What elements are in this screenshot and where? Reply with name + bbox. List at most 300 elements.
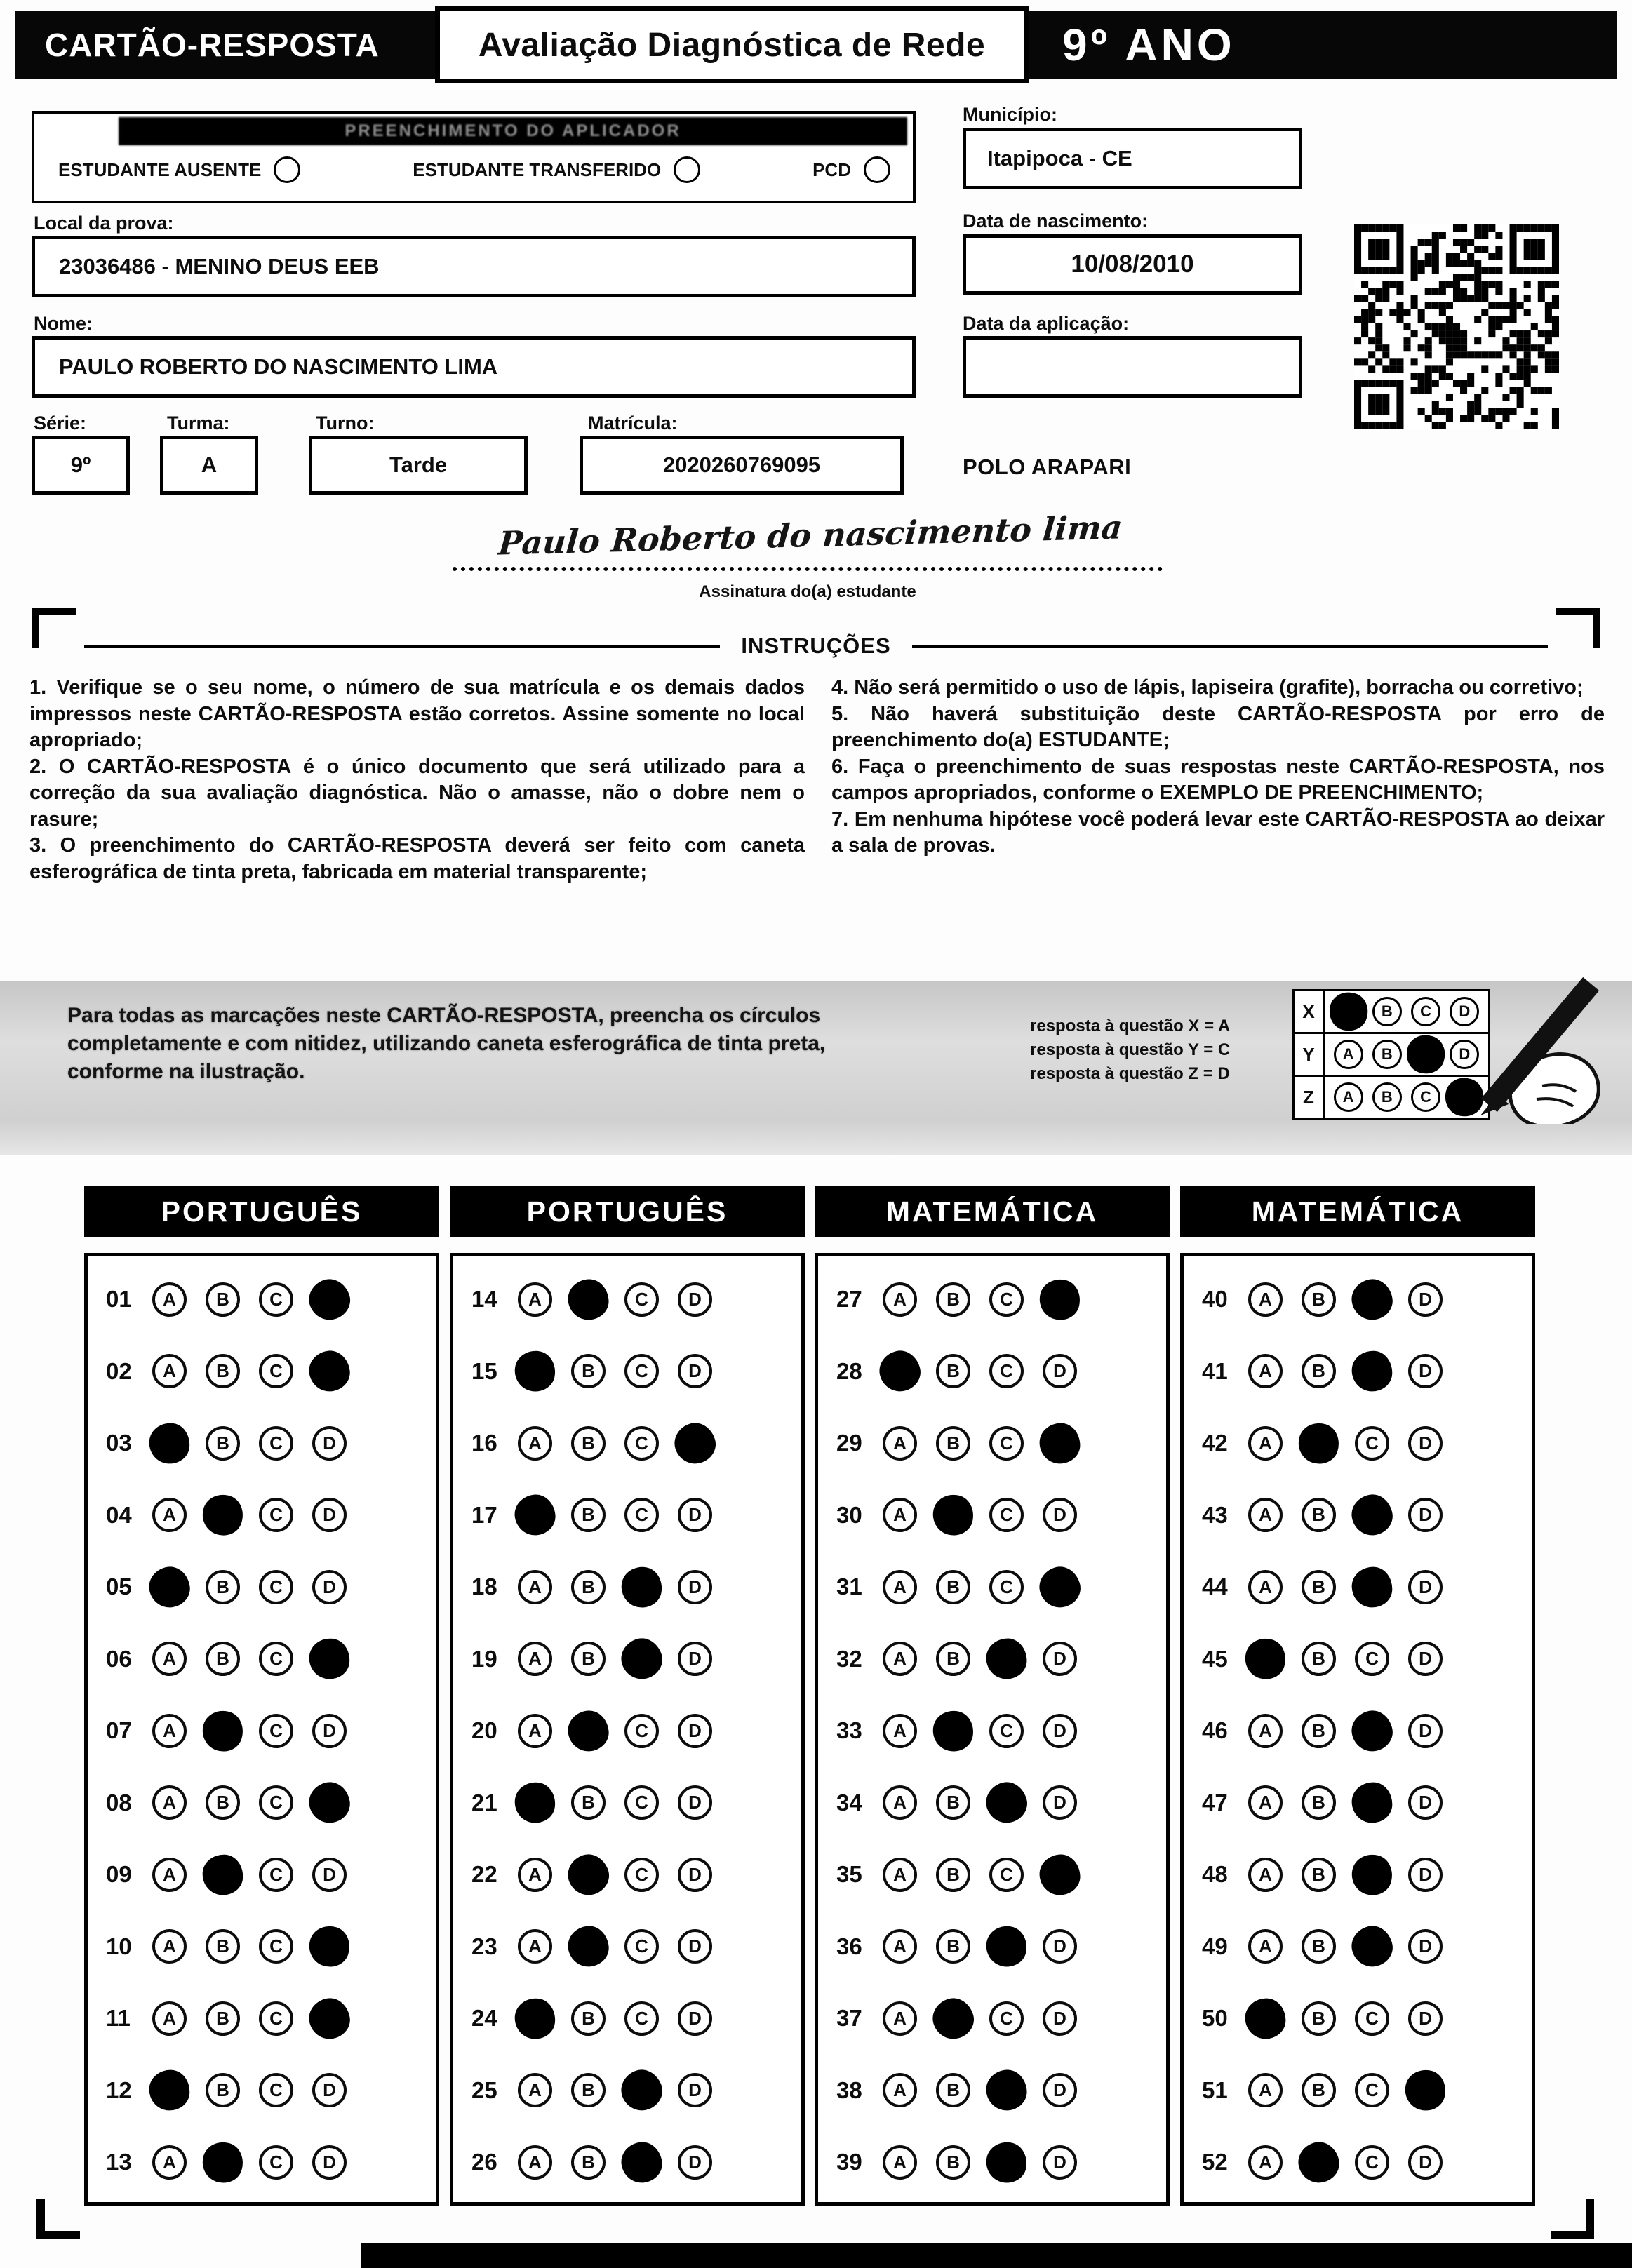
bubble-40-D[interactable]: D bbox=[1408, 1282, 1443, 1317]
question-number: 28 bbox=[836, 1357, 862, 1384]
polo-label: POLO ARAPARI bbox=[963, 455, 1132, 479]
bubble-41-B[interactable]: B bbox=[1302, 1354, 1336, 1388]
bubble-03-A[interactable] bbox=[147, 1421, 192, 1465]
bubble-27-B[interactable]: B bbox=[936, 1282, 970, 1317]
question-number: 10 bbox=[106, 1933, 132, 1959]
bubble-23-C[interactable]: C bbox=[624, 1929, 659, 1964]
question-number: 18 bbox=[471, 1573, 497, 1600]
signature-caption: Assinatura do(a) estudante bbox=[699, 582, 916, 601]
bubble-35-B[interactable]: B bbox=[936, 1858, 970, 1892]
bubble-25-C[interactable] bbox=[615, 2065, 667, 2116]
student-signature: Paulo Roberto do nascimento lima bbox=[497, 508, 1124, 563]
bubble-36-C[interactable] bbox=[983, 1923, 1031, 1971]
bubble-33-B[interactable] bbox=[929, 1707, 977, 1755]
bubble-50-A[interactable] bbox=[1245, 1998, 1286, 2039]
answer-grid bbox=[84, 1253, 439, 2206]
question-number: 32 bbox=[836, 1645, 862, 1672]
bubble-04-B[interactable] bbox=[197, 1489, 248, 1541]
bubble-25-A[interactable]: A bbox=[518, 2073, 552, 2107]
bubble-52-D[interactable]: D bbox=[1408, 2145, 1443, 2180]
bubble-19-B[interactable]: B bbox=[571, 1642, 606, 1676]
bubble-17-D[interactable]: D bbox=[678, 1498, 712, 1532]
bubble-18-A[interactable]: A bbox=[518, 1570, 552, 1604]
bubble-36-A[interactable]: A bbox=[883, 1929, 917, 1964]
bubble-38-A[interactable]: A bbox=[883, 2073, 917, 2107]
bubble-26-A[interactable]: A bbox=[518, 2145, 552, 2180]
bubble-49-B[interactable]: B bbox=[1302, 1929, 1336, 1964]
bubble-31-C[interactable]: C bbox=[989, 1570, 1024, 1604]
bubble-05-B[interactable]: B bbox=[206, 1570, 240, 1604]
bubble-20-A[interactable]: A bbox=[518, 1714, 552, 1748]
bubble-17-A[interactable] bbox=[514, 1494, 557, 1537]
bubble-38-D[interactable]: D bbox=[1043, 2073, 1077, 2107]
aplicacao-label: Data da aplicação: bbox=[963, 313, 1130, 334]
bubble-31-D[interactable] bbox=[1035, 1562, 1084, 1611]
bubble-32-B[interactable]: B bbox=[936, 1642, 970, 1676]
example-bubble-Y-D: D bbox=[1450, 1040, 1479, 1069]
instruction-item-5: 5. Não haverá substituição deste CARTÃO-RESPOSTA por erro de preenchimento do(a) ESTUDANTE; bbox=[831, 702, 1605, 751]
bubble-07-C[interactable]: C bbox=[259, 1714, 293, 1748]
question-number: 23 bbox=[471, 1933, 497, 1959]
bubble-50-C[interactable]: C bbox=[1355, 2001, 1389, 2036]
bubble-20-D[interactable]: D bbox=[678, 1714, 712, 1748]
bubble-48-B[interactable]: B bbox=[1302, 1858, 1336, 1892]
bubble-10-C[interactable]: C bbox=[259, 1929, 293, 1964]
bubble-46-B[interactable]: B bbox=[1302, 1714, 1336, 1748]
bubble-42-C[interactable]: C bbox=[1355, 1426, 1389, 1461]
bubble-15-D[interactable]: D bbox=[678, 1354, 712, 1388]
instruction-item-4: 4. Não será permitido o uso de lápis, lapiseira (grafite), borracha ou corretivo; bbox=[831, 676, 1584, 699]
bubble-06-B[interactable]: B bbox=[206, 1642, 240, 1676]
bubble-15-C[interactable]: C bbox=[624, 1354, 659, 1388]
bubble-38-B[interactable]: B bbox=[936, 2073, 970, 2107]
question-number: 02 bbox=[106, 1357, 132, 1384]
bubble-33-A[interactable]: A bbox=[883, 1714, 917, 1748]
question-number: 43 bbox=[1202, 1501, 1228, 1528]
bubble-14-C[interactable]: C bbox=[624, 1282, 659, 1317]
bubble-22-B[interactable] bbox=[563, 1849, 614, 1900]
answer-column bbox=[1180, 1186, 1535, 2206]
bubble-29-B[interactable]: B bbox=[936, 1426, 970, 1461]
example-legend-line-1: resposta à questão X = A bbox=[1030, 1016, 1231, 1035]
question-row bbox=[1184, 1551, 1532, 1623]
nascimento-label: Data de nascimento: bbox=[963, 210, 1149, 232]
question-row bbox=[818, 1911, 1166, 1983]
bubble-34-D[interactable]: D bbox=[1043, 1785, 1077, 1820]
bubble-23-D[interactable]: D bbox=[678, 1929, 712, 1964]
bubble-37-C[interactable]: C bbox=[989, 2001, 1024, 2036]
example-bubble-X-B: B bbox=[1372, 997, 1402, 1026]
bubble-45-A[interactable] bbox=[1240, 1634, 1291, 1684]
local-value: 23036486 - MENINO DEUS EEB bbox=[59, 254, 380, 279]
example-legend-line-2: resposta à questão Y = C bbox=[1030, 1040, 1231, 1059]
bubble-22-C[interactable]: C bbox=[624, 1858, 659, 1892]
bubble-13-C[interactable]: C bbox=[259, 2145, 293, 2180]
bubble-14-D[interactable]: D bbox=[678, 1282, 712, 1317]
bubble-48-A[interactable]: A bbox=[1248, 1858, 1283, 1892]
bubble-43-C[interactable] bbox=[1349, 1491, 1396, 1538]
bubble-41-C[interactable] bbox=[1351, 1350, 1394, 1393]
instructions-title: INSTRUÇÕES bbox=[741, 633, 891, 658]
bubble-16-A[interactable]: A bbox=[518, 1426, 552, 1461]
bubble-41-A[interactable]: A bbox=[1248, 1354, 1283, 1388]
bubble-01-D[interactable] bbox=[303, 1273, 355, 1325]
bubble-44-C[interactable] bbox=[1351, 1566, 1393, 1609]
bubble-13-A[interactable]: A bbox=[152, 2145, 187, 2180]
bubble-52-B[interactable] bbox=[1295, 2138, 1343, 2187]
bubble-03-C[interactable]: C bbox=[259, 1426, 293, 1461]
bubble-29-A[interactable]: A bbox=[883, 1426, 917, 1461]
bubble-29-C[interactable]: C bbox=[989, 1426, 1024, 1461]
bubble-12-A[interactable] bbox=[148, 2069, 191, 2112]
bubble-16-C[interactable]: C bbox=[624, 1426, 659, 1461]
bubble-08-C[interactable]: C bbox=[259, 1785, 293, 1820]
bubble-47-B[interactable]: B bbox=[1302, 1785, 1336, 1820]
bubble-25-B[interactable]: B bbox=[571, 2073, 606, 2107]
question-row bbox=[818, 1407, 1166, 1479]
question-row bbox=[818, 1982, 1166, 2055]
bubble-23-A[interactable]: A bbox=[518, 1929, 552, 1964]
bubble-09-D[interactable]: D bbox=[312, 1858, 347, 1892]
question-number: 11 bbox=[106, 2005, 131, 2032]
bubble-51-C[interactable]: C bbox=[1355, 2073, 1389, 2107]
bubble-23-B[interactable] bbox=[566, 1924, 611, 1969]
bubble-18-C[interactable] bbox=[618, 1564, 664, 1610]
bubble-18-B[interactable]: B bbox=[571, 1570, 606, 1604]
bubble-11-B[interactable]: B bbox=[206, 2001, 240, 2036]
bubble-43-A[interactable]: A bbox=[1248, 1498, 1283, 1532]
bubble-26-D[interactable]: D bbox=[678, 2145, 712, 2180]
question-row bbox=[88, 1623, 436, 1696]
example-legend-line-3: resposta à questão Z = D bbox=[1030, 1064, 1230, 1083]
bubble-12-C[interactable]: C bbox=[259, 2073, 293, 2107]
bubble-25-D[interactable]: D bbox=[678, 2073, 712, 2107]
bubble-04-C[interactable]: C bbox=[259, 1498, 293, 1532]
question-number: 22 bbox=[471, 1861, 497, 1888]
bubble-42-D[interactable]: D bbox=[1408, 1426, 1443, 1461]
question-number: 30 bbox=[836, 1501, 862, 1528]
bubble-34-A[interactable]: A bbox=[883, 1785, 917, 1820]
municipio-value: Itapipoca - CE bbox=[987, 146, 1132, 170]
bubble-09-A[interactable]: A bbox=[152, 1858, 187, 1892]
answer-column bbox=[450, 1186, 805, 2206]
bubble-15-A[interactable] bbox=[511, 1348, 559, 1395]
bubble-03-B[interactable]: B bbox=[206, 1426, 240, 1461]
question-row bbox=[88, 1479, 436, 1552]
bubble-50-B[interactable]: B bbox=[1302, 2001, 1336, 2036]
bubble-32-A[interactable]: A bbox=[883, 1642, 917, 1676]
bubble-51-B[interactable]: B bbox=[1302, 2073, 1336, 2107]
bubble-22-D[interactable]: D bbox=[678, 1858, 712, 1892]
question-row bbox=[1184, 2126, 1532, 2199]
bubble-09-B[interactable] bbox=[201, 1853, 245, 1896]
question-row bbox=[88, 1407, 436, 1479]
bubble-36-B[interactable]: B bbox=[936, 1929, 970, 1964]
bubble-49-C[interactable] bbox=[1348, 1922, 1396, 1971]
option-estudante-ausente-label: ESTUDANTE AUSENTE bbox=[58, 159, 262, 180]
bubble-08-D[interactable] bbox=[306, 1780, 352, 1826]
bubble-39-B[interactable]: B bbox=[936, 2145, 970, 2180]
bubble-46-D[interactable]: D bbox=[1408, 1714, 1443, 1748]
bubble-42-B[interactable] bbox=[1293, 1418, 1344, 1468]
bubble-47-C[interactable] bbox=[1351, 1782, 1393, 1824]
example-instruction-text: Para todas as marcações neste CARTÃO-RESPOSTA, preencha os círculos completamente e com nitidez, utilizando caneta esferográfica de tinta preta, conforme na ilustração. bbox=[67, 1004, 826, 1083]
bubble-45-D[interactable]: D bbox=[1408, 1642, 1443, 1676]
question-row bbox=[1184, 1623, 1532, 1696]
bubble-02-B[interactable]: B bbox=[206, 1354, 240, 1388]
bubble-07-D[interactable]: D bbox=[312, 1714, 347, 1748]
bubble-19-D[interactable]: D bbox=[678, 1642, 712, 1676]
question-number: 09 bbox=[106, 1861, 132, 1888]
bubble-40-C[interactable] bbox=[1349, 1276, 1395, 1322]
question-row bbox=[88, 1982, 436, 2055]
bubble-10-D[interactable] bbox=[304, 1921, 354, 1972]
bubble-02-D[interactable] bbox=[307, 1349, 352, 1394]
bubble-06-A[interactable]: A bbox=[152, 1642, 187, 1676]
bubble-11-A[interactable]: A bbox=[152, 2001, 187, 2036]
bubble-48-D[interactable]: D bbox=[1408, 1858, 1443, 1892]
bubble-13-B[interactable] bbox=[198, 2137, 248, 2187]
bubble-16-D[interactable] bbox=[669, 1418, 720, 1468]
bubble-38-C[interactable] bbox=[985, 2069, 1028, 2112]
bubble-41-D[interactable]: D bbox=[1408, 1354, 1443, 1388]
bubble-17-B[interactable]: B bbox=[571, 1498, 606, 1532]
bubble-48-C[interactable] bbox=[1347, 1850, 1397, 1900]
question-row bbox=[88, 2126, 436, 2199]
bubble-32-D[interactable]: D bbox=[1043, 1642, 1077, 1676]
bubble-24-A[interactable] bbox=[512, 1996, 557, 2041]
bubble-30-B[interactable] bbox=[929, 1491, 977, 1539]
bubble-31-A[interactable]: A bbox=[883, 1570, 917, 1604]
bubble-46-A[interactable]: A bbox=[1248, 1714, 1283, 1748]
bubble-21-B[interactable]: B bbox=[571, 1785, 606, 1820]
bubble-34-B[interactable]: B bbox=[936, 1785, 970, 1820]
bubble-08-B[interactable]: B bbox=[206, 1785, 240, 1820]
bubble-20-C[interactable]: C bbox=[624, 1714, 659, 1748]
bubble-20-B[interactable] bbox=[566, 1709, 610, 1753]
bubble-27-A[interactable]: A bbox=[883, 1282, 917, 1317]
question-row bbox=[1184, 1911, 1532, 1983]
bubble-02-A[interactable]: A bbox=[152, 1354, 187, 1388]
question-row bbox=[453, 1336, 801, 1408]
turno-label: Turno: bbox=[316, 412, 375, 434]
bubble-40-A[interactable]: A bbox=[1248, 1282, 1283, 1317]
bubble-24-D[interactable]: D bbox=[678, 2001, 712, 2036]
question-number: 34 bbox=[836, 1789, 862, 1816]
bubble-39-D[interactable]: D bbox=[1043, 2145, 1077, 2180]
bubble-19-C[interactable] bbox=[616, 1633, 667, 1684]
bubble-10-B[interactable]: B bbox=[206, 1929, 240, 1964]
bubble-01-B[interactable]: B bbox=[206, 1282, 240, 1317]
question-row bbox=[818, 1551, 1166, 1623]
bubble-49-A[interactable]: A bbox=[1248, 1929, 1283, 1964]
question-number: 21 bbox=[471, 1789, 497, 1816]
question-row bbox=[1184, 1407, 1532, 1479]
question-row bbox=[818, 1336, 1166, 1408]
bubble-06-C[interactable]: C bbox=[259, 1642, 293, 1676]
bubble-32-C[interactable] bbox=[986, 1638, 1027, 1679]
bubble-21-A[interactable] bbox=[512, 1780, 558, 1825]
bubble-51-D[interactable] bbox=[1400, 2066, 1450, 2115]
question-number: 45 bbox=[1202, 1645, 1228, 1672]
bubble-44-A[interactable]: A bbox=[1248, 1570, 1283, 1604]
question-number: 07 bbox=[106, 1717, 132, 1744]
bubble-02-C[interactable]: C bbox=[259, 1354, 293, 1388]
question-row bbox=[1184, 1767, 1532, 1839]
bubble-43-D[interactable]: D bbox=[1408, 1498, 1443, 1532]
bubble-27-C[interactable]: C bbox=[989, 1282, 1024, 1317]
bubble-19-A[interactable]: A bbox=[518, 1642, 552, 1676]
question-number: 29 bbox=[836, 1430, 862, 1456]
bubble-37-B[interactable] bbox=[928, 1993, 979, 2044]
local-label: Local da prova: bbox=[34, 213, 174, 234]
hand-pen-illustration bbox=[1431, 955, 1614, 1124]
bubble-21-C[interactable]: C bbox=[624, 1785, 659, 1820]
bubble-01-C[interactable]: C bbox=[259, 1282, 293, 1317]
bubble-35-A[interactable]: A bbox=[883, 1858, 917, 1892]
bubble-49-D[interactable]: D bbox=[1408, 1929, 1443, 1964]
bubble-45-C[interactable]: C bbox=[1355, 1642, 1389, 1676]
bubble-34-C[interactable] bbox=[982, 1778, 1031, 1827]
bubble-52-A[interactable]: A bbox=[1248, 2145, 1283, 2180]
question-row bbox=[453, 1263, 801, 1336]
bubble-37-A[interactable]: A bbox=[883, 2001, 917, 2036]
applicator-section-title: PREENCHIMENTO DO APLICADOR bbox=[119, 117, 907, 145]
bubble-28-C[interactable]: C bbox=[989, 1354, 1024, 1388]
bubble-18-D[interactable]: D bbox=[678, 1570, 712, 1604]
question-number: 04 bbox=[106, 1501, 132, 1528]
question-number: 38 bbox=[836, 2076, 862, 2103]
bubble-37-D[interactable]: D bbox=[1043, 2001, 1077, 2036]
example-bubble-Z-A: A bbox=[1334, 1082, 1363, 1112]
bubble-11-C[interactable]: C bbox=[259, 2001, 293, 2036]
bubble-46-C[interactable] bbox=[1349, 1707, 1396, 1754]
option-pcd-label: PCD bbox=[812, 159, 851, 180]
question-number: 14 bbox=[471, 1286, 497, 1313]
question-row bbox=[1184, 1336, 1532, 1408]
bubble-35-C[interactable]: C bbox=[989, 1858, 1024, 1892]
bubble-51-A[interactable]: A bbox=[1248, 2073, 1283, 2107]
question-row bbox=[818, 1839, 1166, 1911]
question-number: 50 bbox=[1202, 2005, 1228, 2032]
bubble-05-C[interactable]: C bbox=[259, 1570, 293, 1604]
bubble-12-B[interactable]: B bbox=[206, 2073, 240, 2107]
question-number: 51 bbox=[1202, 2076, 1228, 2103]
bubble-05-A[interactable] bbox=[147, 1564, 192, 1610]
matricula-value: 2020260769095 bbox=[662, 452, 821, 477]
bubble-36-D[interactable]: D bbox=[1043, 1929, 1077, 1964]
question-number: 15 bbox=[471, 1357, 497, 1384]
question-row bbox=[453, 1767, 801, 1839]
bubble-03-D[interactable]: D bbox=[312, 1426, 347, 1461]
bubble-22-A[interactable]: A bbox=[518, 1858, 552, 1892]
bubble-21-D[interactable]: D bbox=[678, 1785, 712, 1820]
bubble-15-B[interactable]: B bbox=[571, 1354, 606, 1388]
bubble-31-B[interactable]: B bbox=[936, 1570, 970, 1604]
bubble-40-B[interactable]: B bbox=[1302, 1282, 1336, 1317]
bubble-26-C[interactable] bbox=[619, 2140, 664, 2185]
question-number: 12 bbox=[106, 2076, 132, 2103]
grade-label: 9º ANO bbox=[1062, 20, 1236, 70]
question-row bbox=[453, 1407, 801, 1479]
bubble-43-B[interactable]: B bbox=[1302, 1498, 1336, 1532]
bubble-09-C[interactable]: C bbox=[259, 1858, 293, 1892]
municipio-label: Município: bbox=[963, 104, 1057, 125]
bubble-47-D[interactable]: D bbox=[1408, 1785, 1443, 1820]
bubble-11-D[interactable] bbox=[306, 1995, 353, 2042]
bubble-04-A[interactable]: A bbox=[152, 1498, 187, 1532]
bottom-registration-bar bbox=[361, 2243, 1632, 2268]
question-row bbox=[818, 1695, 1166, 1767]
bubble-29-D[interactable] bbox=[1040, 1423, 1081, 1463]
bubble-12-D[interactable]: D bbox=[312, 2073, 347, 2107]
bubble-28-B[interactable]: B bbox=[936, 1354, 970, 1388]
question-row bbox=[1184, 1695, 1532, 1767]
bubble-06-D[interactable] bbox=[307, 1637, 352, 1681]
bubble-10-A[interactable]: A bbox=[152, 1929, 187, 1964]
bubble-14-A[interactable]: A bbox=[518, 1282, 552, 1317]
question-number: 13 bbox=[106, 2149, 132, 2175]
question-number: 17 bbox=[471, 1501, 497, 1528]
bubble-39-A[interactable]: A bbox=[883, 2145, 917, 2180]
bubble-13-D[interactable]: D bbox=[312, 2145, 347, 2180]
bubble-52-C[interactable]: C bbox=[1355, 2145, 1389, 2180]
bubble-17-C[interactable]: C bbox=[624, 1498, 659, 1532]
bubble-50-D[interactable]: D bbox=[1408, 2001, 1443, 2036]
bubble-07-A[interactable]: A bbox=[152, 1714, 187, 1748]
bubble-35-D[interactable] bbox=[1039, 1853, 1081, 1895]
bubble-33-C[interactable]: C bbox=[989, 1714, 1024, 1748]
bubble-44-B[interactable]: B bbox=[1302, 1570, 1336, 1604]
bubble-07-B[interactable] bbox=[197, 1705, 248, 1757]
bubble-24-B[interactable]: B bbox=[571, 2001, 606, 2036]
bubble-44-D[interactable]: D bbox=[1408, 1570, 1443, 1604]
subject-header: PORTUGUÊS bbox=[450, 1186, 805, 1237]
bubble-30-D[interactable]: D bbox=[1043, 1498, 1077, 1532]
bubble-47-A[interactable]: A bbox=[1248, 1785, 1283, 1820]
bubble-05-D[interactable]: D bbox=[312, 1570, 347, 1604]
bubble-16-B[interactable]: B bbox=[571, 1426, 606, 1461]
bubble-30-C[interactable]: C bbox=[989, 1498, 1024, 1532]
bubble-39-C[interactable] bbox=[983, 2139, 1030, 2186]
question-row bbox=[1184, 1263, 1532, 1336]
bubble-24-C[interactable]: C bbox=[624, 2001, 659, 2036]
answer-grid bbox=[1180, 1253, 1535, 2206]
question-number: 37 bbox=[836, 2005, 862, 2032]
bubble-14-B[interactable] bbox=[567, 1278, 610, 1321]
question-row bbox=[453, 2126, 801, 2199]
question-row bbox=[453, 1623, 801, 1696]
bubble-04-D[interactable]: D bbox=[312, 1498, 347, 1532]
answer-grid bbox=[450, 1253, 805, 2206]
question-number: 01 bbox=[106, 1286, 132, 1313]
bubble-42-A[interactable]: A bbox=[1248, 1426, 1283, 1461]
instruction-item-1: 1. Verifique se o seu nome, o número de sua matrícula e os demais dados impressos neste CARTÃO-RESPOSTA estão corretos. Assine somente no local apropriado; bbox=[29, 676, 805, 751]
bubble-28-A[interactable] bbox=[876, 1347, 924, 1395]
bubble-33-D[interactable]: D bbox=[1043, 1714, 1077, 1748]
question-number: 06 bbox=[106, 1645, 132, 1672]
bubble-30-A[interactable]: A bbox=[883, 1498, 917, 1532]
bubble-26-B[interactable]: B bbox=[571, 2145, 606, 2180]
bubble-01-A[interactable]: A bbox=[152, 1282, 187, 1317]
question-row bbox=[88, 1911, 436, 1983]
bubble-45-B[interactable]: B bbox=[1302, 1642, 1336, 1676]
bubble-28-D[interactable]: D bbox=[1043, 1354, 1077, 1388]
question-row bbox=[88, 1336, 436, 1408]
bubble-08-A[interactable]: A bbox=[152, 1785, 187, 1820]
turno-value: Tarde bbox=[389, 452, 448, 477]
bubble-27-D[interactable] bbox=[1035, 1275, 1084, 1324]
